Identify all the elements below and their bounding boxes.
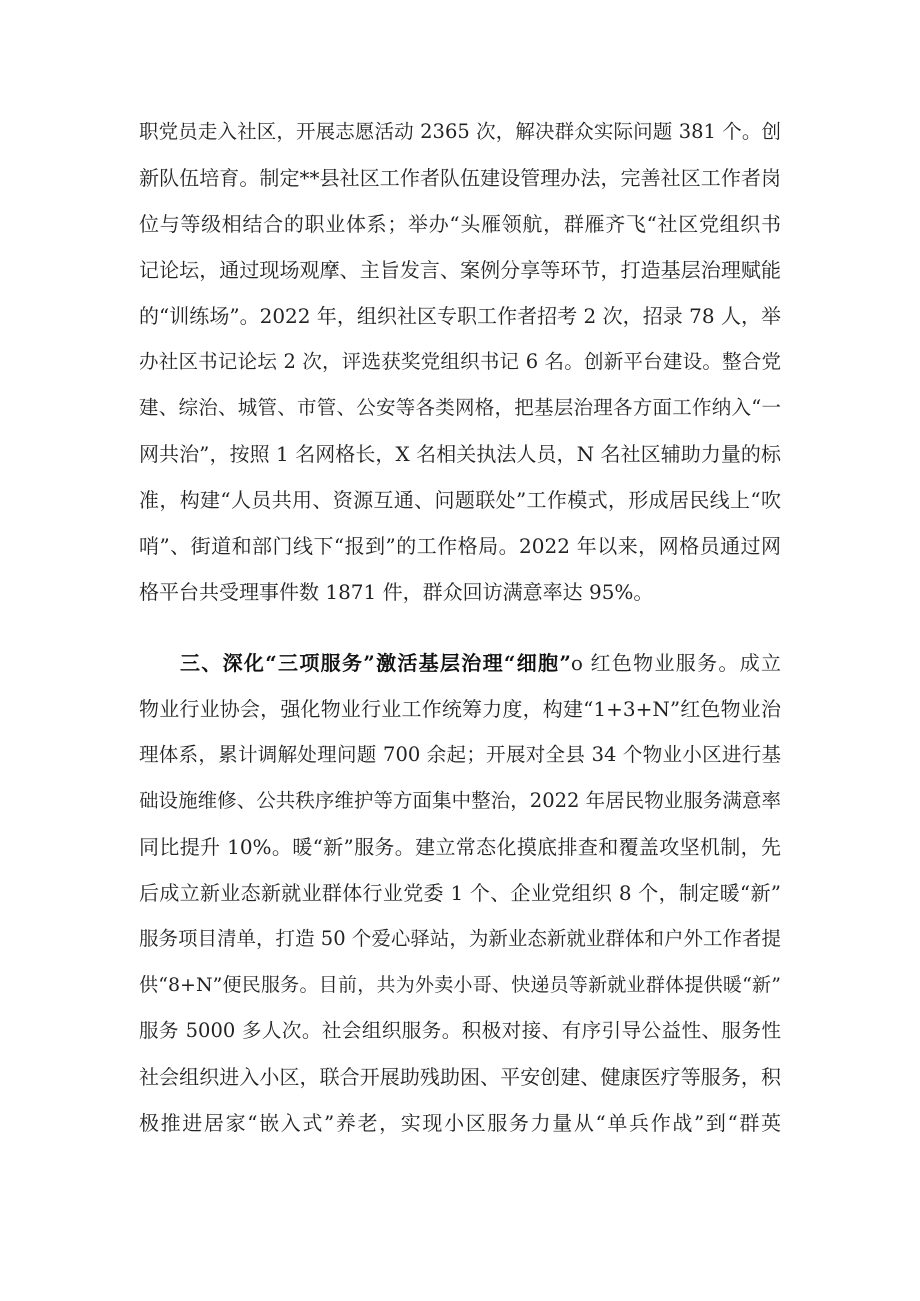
section-heading-continuation: o 红色物业服务。成立 (570, 651, 781, 675)
paragraph-line: 哨”、街道和部门线下“报到”的工作格局。2022 年以来，网格员通过网 (139, 534, 781, 558)
paragraph-line: 的“训练场”。2022 年，组织社区专职工作者招考 2 次，招录 78 人，举 (139, 304, 781, 328)
paragraph-line: 后成立新业态新就业群体行业党委 1 个、企业党组织 8 个，制定暖“新” (139, 881, 781, 905)
section-heading-line (180, 648, 781, 678)
paragraph-line: 准，构建“人员共用、资源互通、问题联处”工作模式，形成居民线上“吹 (139, 488, 781, 512)
paragraph-line: 记论坛，通过现场观摩、主旨发言、案例分享等环节，打造基层治理赋能 (139, 258, 781, 282)
paragraph-line: 网共治”，按照 1 名网格长，X 名相关执法人员，N 名社区辅助力量的标 (139, 442, 781, 466)
paragraph-line: 物业行业协会，强化物业行业工作统筹力度，构建“1+3+N”红色物业治 (139, 697, 781, 721)
paragraph-line: 办社区书记论坛 2 次，评选获奖党组织书记 6 名。创新平台建设。整合党 (139, 350, 781, 373)
paragraph-line: 理体系，累计调解处理问题 700 余起；开展对全县 34 个物业小区进行基 (139, 743, 781, 766)
paragraph-line: 新队伍培育。制定**县社区工作者队伍建设管理办法，完善社区工作者岗 (139, 166, 781, 190)
paragraph-line: 位与等级相结合的职业体系；举办“头雁领航，群雁齐飞“社区党组织书 (139, 212, 781, 236)
paragraph-line: 供“8+N”便民服务。目前，共为外卖小哥、快递员等新就业群体提供暖“新” (139, 974, 781, 996)
paragraph-line: 社会组织进入小区，联合开展助残助困、平安创建、健康医疗等服务，积 (139, 1065, 781, 1089)
paragraph-line: 服务项目清单，打造 50 个爱心驿站，为新业态新就业群体和户外工作者提 (139, 927, 781, 950)
section-heading: 三、深化“三项服务”激活基层治理“细胞” (180, 651, 571, 675)
paragraph-line: 同比提升 10%。暖“新”服务。建立常态化摸底排查和覆盖攻坚机制，先 (139, 835, 781, 859)
paragraph-line: 职党员走入社区，开展志愿活动 2365 次，解决群众实际问题 381 个。创 (139, 120, 781, 143)
paragraph-line: 格平台共受理事件数 1871 件，群众回访满意率达 95%。 (139, 580, 654, 604)
paragraph-line: 服务 5000 多人次。社会组织服务。积极对接、有序引导公益性、服务性 (139, 1019, 781, 1042)
paragraph-line: 础设施维修、公共秩序维护等方面集中整治，2022 年居民物业服务满意率 (139, 789, 781, 812)
paragraph-line: 建、综治、城管、市管、公安等各类网格，把基层治理各方面工作纳入“一 (139, 396, 781, 419)
paragraph-line: 极推进居家“嵌入式”养老，实现小区服务力量从“单兵作战”到“群英 (139, 1111, 781, 1135)
